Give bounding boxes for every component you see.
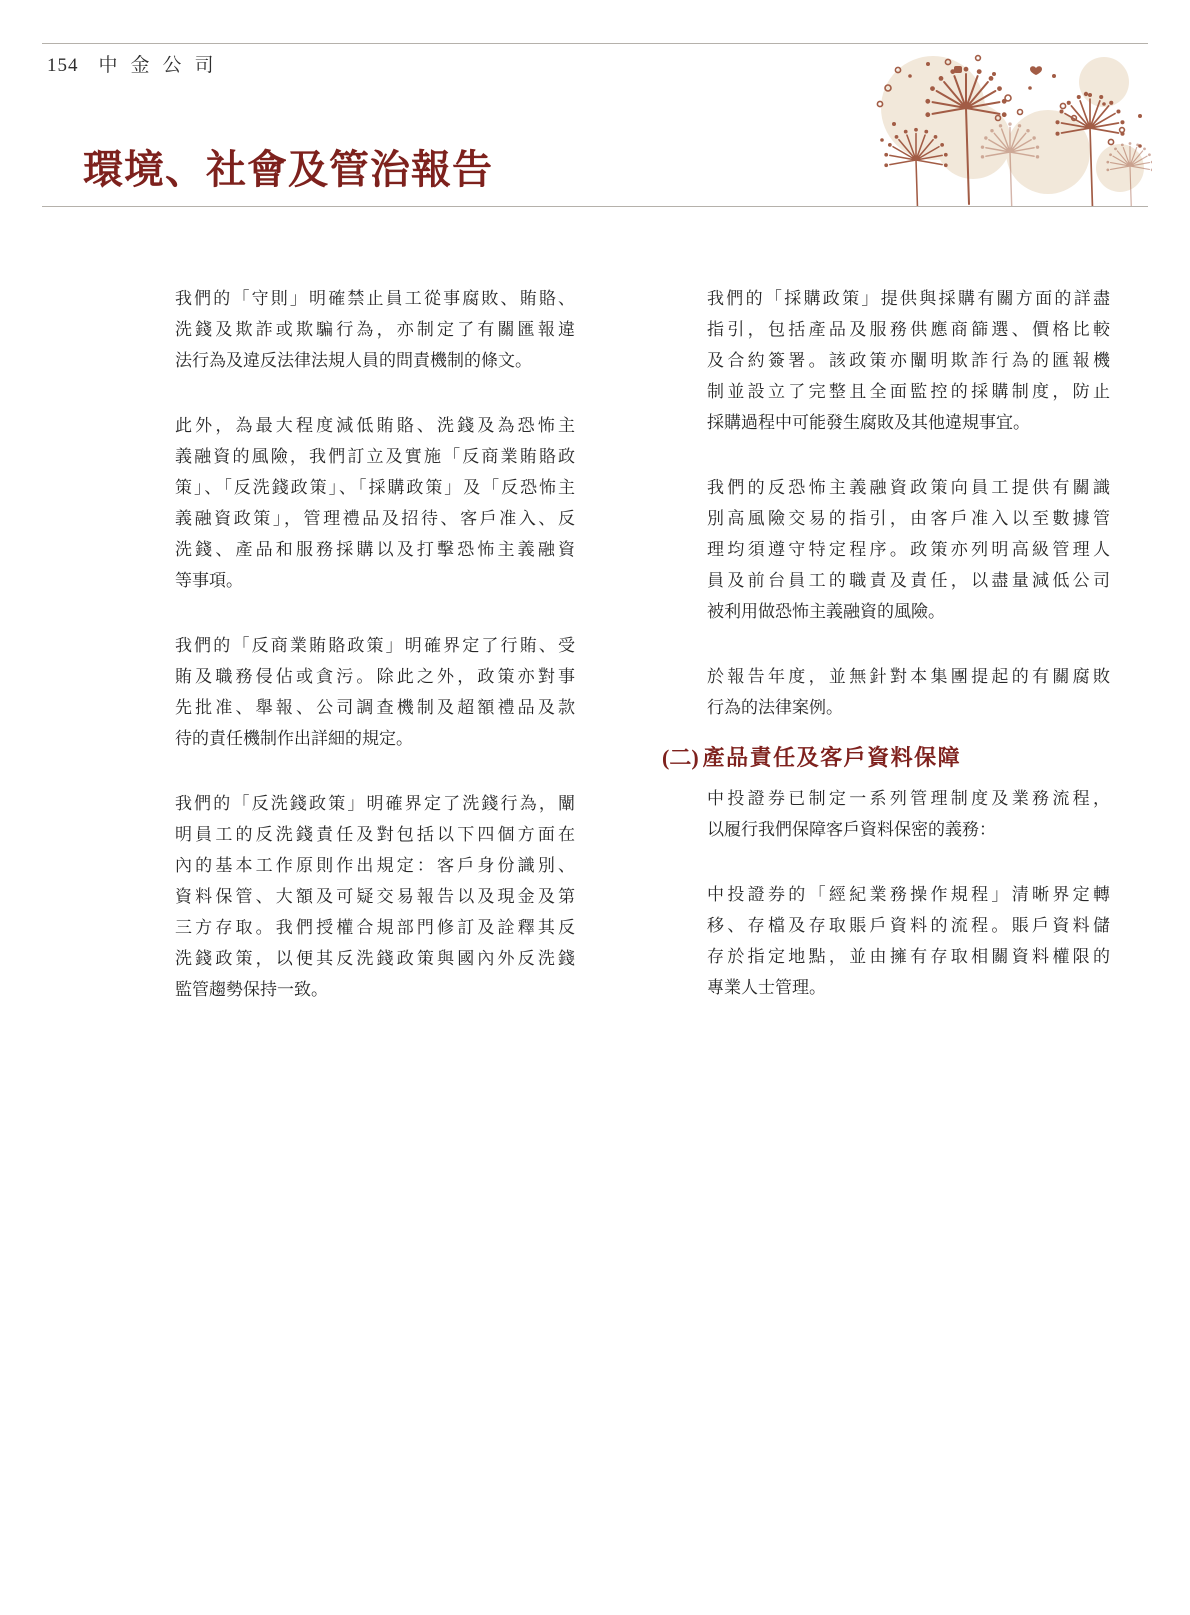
paragraph-line: 我們的「守則」明確禁止員工從事腐敗、賄賂、	[175, 289, 575, 308]
paragraph-line: 資料保管、大額及可疑交易報告以及現金及第	[175, 887, 575, 906]
header-bottom-rule	[42, 206, 1148, 207]
page-header	[47, 50, 227, 77]
paragraph-line: 洗錢及欺詐或欺騙行為，亦制定了有關匯報違	[175, 320, 575, 339]
paragraph-line: 內的基本工作原則作出規定：客戶身份識別、	[175, 856, 575, 875]
dandelion-illustration	[858, 46, 1152, 206]
paragraph-line: 策」、「反洗錢政策」、「採購政策」及「反恐怖主	[175, 478, 575, 497]
page-title: 環境、社會及管治報告	[83, 147, 493, 192]
left-column	[175, 283, 575, 1039]
paragraph-line: 我們的「反洗錢政策」明確界定了洗錢行為，闡	[175, 794, 575, 813]
paragraph-line: 以履行我們保障客戶資料保密的義務：	[707, 820, 996, 839]
paragraph-line: 我們的反恐怖主義融資政策向員工提供有關識	[707, 478, 1110, 497]
paragraph-line: 中投證券的「經紀業務操作規程」清晰界定轉	[707, 885, 1110, 904]
paragraph-line: 及合約簽署。該政策亦闡明欺詐行為的匯報機	[707, 351, 1110, 370]
paragraph-line: 義融資政策」，管理禮品及招待、客戶准入、反	[175, 509, 575, 528]
paragraph-line: 於報告年度，並無針對本集團提起的有關腐敗	[707, 667, 1110, 686]
company-name: 中金公司	[98, 55, 227, 76]
paragraph	[707, 283, 1110, 438]
paragraph-line: 被利用做恐怖主義融資的風險。	[707, 602, 945, 621]
page-number: 154	[47, 55, 79, 76]
paragraph-line: 先批准、舉報、公司調查機制及超額禮品及款	[175, 698, 575, 717]
paragraph-line: 等事項。	[175, 571, 243, 590]
paragraph	[707, 472, 1110, 627]
section-heading	[662, 741, 1110, 775]
right-column	[662, 283, 1110, 1037]
paragraph-line: 專業人士管理。	[707, 978, 826, 997]
paragraph-line: 別高風險交易的指引，由客戶准入以至數據管	[707, 509, 1110, 528]
paragraph-line: 中投證券已制定一系列管理制度及業務流程，	[707, 789, 1110, 808]
paragraph	[175, 788, 575, 1005]
paragraph-line: 制並設立了完整且全面監控的採購制度，防止	[707, 382, 1110, 401]
paragraph-line: 明員工的反洗錢責任及對包括以下四個方面在	[175, 825, 575, 844]
paragraph	[175, 410, 575, 596]
paragraph-line: 移、存檔及存取賬戶資料的流程。賬戶資料儲	[707, 916, 1110, 935]
paragraph	[707, 661, 1110, 723]
paragraph-line: 此外，為最大程度減低賄賂、洗錢及為恐怖主	[175, 416, 575, 435]
paragraph-line: 員及前台員工的職責及責任，以盡量減低公司	[707, 571, 1110, 590]
paragraph-line: 三方存取。我們授權合規部門修訂及詮釋其反	[175, 918, 575, 937]
paragraph-line: 採購過程中可能發生腐敗及其他違規事宜。	[707, 413, 1030, 432]
paragraph-line: 指引，包括產品及服務供應商篩選、價格比較	[707, 320, 1110, 339]
paragraph-line: 理均須遵守特定程序。政策亦列明高級管理人	[707, 540, 1110, 559]
paragraph-line: 洗錢、產品和服務採購以及打擊恐怖主義融資	[175, 540, 575, 559]
paragraph	[175, 630, 575, 754]
section-heading-number: (二)	[662, 745, 699, 770]
section-heading-text: 產品責任及客戶資料保障	[702, 745, 962, 770]
paragraph-line: 監管趨勢保持一致。	[175, 980, 328, 999]
paragraph	[707, 783, 1110, 845]
paragraph	[707, 879, 1110, 1003]
paragraph-line: 法行為及違反法律法規人員的問責機制的條文。	[175, 351, 532, 370]
paragraph-line: 我們的「採購政策」提供與採購有關方面的詳盡	[707, 289, 1110, 308]
paragraph-line: 賄及職務侵佔或貪污。除此之外，政策亦對事	[175, 667, 575, 686]
paragraph	[175, 283, 575, 376]
paragraph-line: 洗錢政策，以便其反洗錢政策與國內外反洗錢	[175, 949, 575, 968]
header-top-rule	[42, 43, 1148, 44]
paragraph-line: 存於指定地點，並由擁有存取相關資料權限的	[707, 947, 1110, 966]
paragraph-line: 我們的「反商業賄賂政策」明確界定了行賄、受	[175, 636, 575, 655]
paragraph-line: 義融資的風險，我們訂立及實施「反商業賄賂政	[175, 447, 575, 466]
paragraph-line: 待的責任機制作出詳細的規定。	[175, 729, 413, 748]
paragraph-line: 行為的法律案例。	[707, 698, 843, 717]
